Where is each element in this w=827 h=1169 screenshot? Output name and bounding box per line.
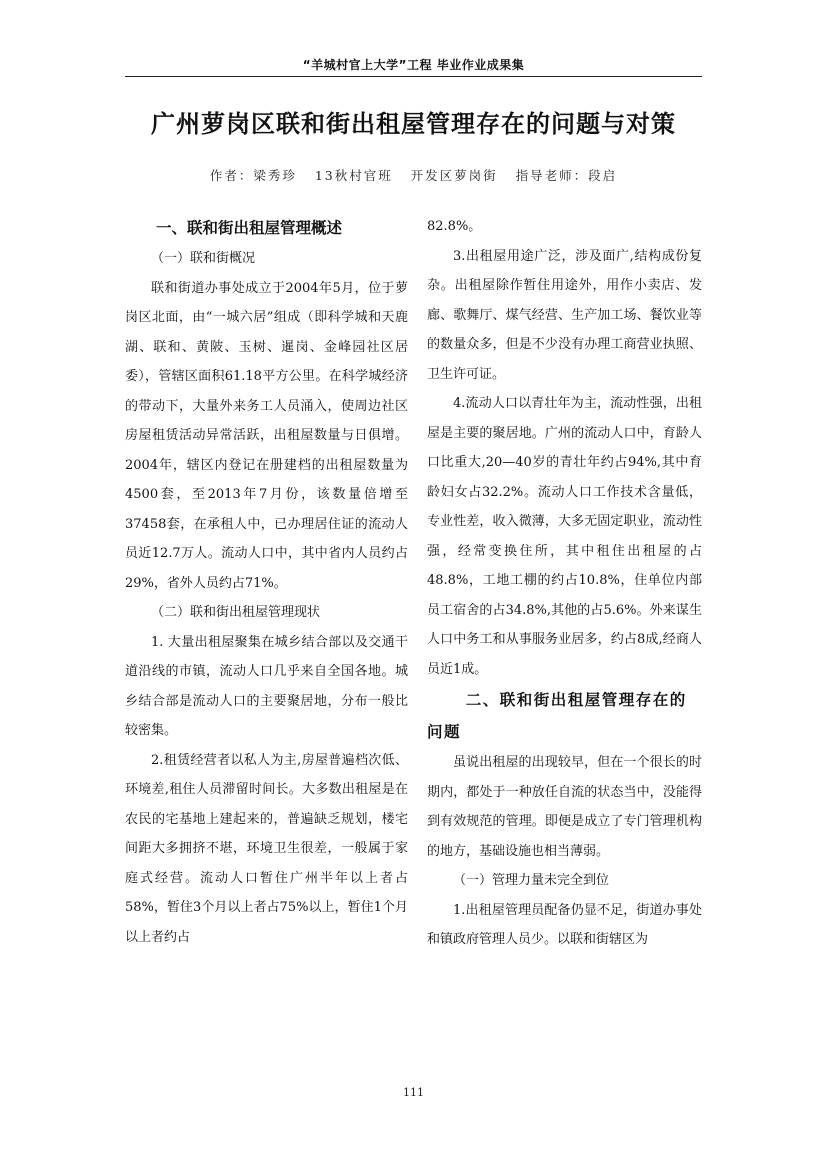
paragraph: 虽说出租屋的出现较早，但在一个很长的时期内，都处于一种放任自流的状态当中，没能得到有效规范的管理。即便是成立了专门管理机构的地方，基础设施也相当薄弱。 [427, 755, 702, 859]
article-title: 广州萝岗区联和街出租屋管理存在的问题与对策 [151, 110, 676, 138]
subsection-heading-2: （二）联和街出租屋管理现状 [151, 605, 321, 620]
paragraph: 2.租赁经营者以私人为主,房屋普遍档次低、环境差,租住人员滞留时间长。大多数出租屋是在农民的宅基地上建起来的，普遍缺乏规划，楼宅间距大多拥挤不堪，环境卫生很差，一般属于家庭式经营。流动人口暂住广州半年以上者占58%，暂住3个月以上者占75%以上，暂住1个月以上者约占 [125, 752, 408, 945]
paragraph-continuation: 82.8%。 [427, 219, 482, 234]
page-number: 111 [403, 1086, 424, 1099]
section-heading-2: 二、联和街出租屋管理存在的问题 [427, 691, 687, 741]
running-header: “羊城村官上大学”工程 毕业作业成果集 [302, 58, 525, 72]
header-rule [125, 76, 702, 77]
right-column [427, 212, 702, 955]
section-heading-1: 一、联和街出租屋管理概述 [156, 219, 343, 237]
paragraph: 3.出租屋用途广泛，涉及面广,结构成份复杂。出租屋除作暂住用途外，用作小卖店、发廊、歌舞厅、煤气经营、生产加工场、餐饮业等的数量众多，但是不少没有办理工商营业执照、卫生许可证。 [427, 248, 702, 382]
subsection-heading-3: （一）管理力量未完全到位 [453, 873, 610, 888]
subsection-heading-1: （一）联和街概况 [151, 251, 256, 266]
author-byline: 作者：梁秀珍 13秋村官班 开发区萝岗街 指导老师：段启 [209, 168, 618, 183]
paragraph: 1.出租屋管理员配备仍显不足，街道办事处和镇政府管理人员少。以联和街辖区为 [427, 902, 702, 947]
paragraph: 4.流动人口以青壮年为主，流动性强，出租屋是主要的聚居地。广州的流动人口中，育龄人口比重大,20—40岁的青壮年约占94%,其中育龄妇女占32.2%。流动人口工作技术含量低，专业性差，收入微薄，大多无固定职业，流动性强，经常变换住所，其中租住出租屋的占48.8%，工地工棚的约占10.8%，住单位内部员工宿舍的占34.8%,其他的占5.6%。外来谋生人口中务工和从事服务业居多，约占8成,经商人员近1成。 [427, 396, 702, 677]
paragraph: 联和街道办事处成立于2004年5月，位于萝岗区北面，由“一城六居”组成（即科学城和天鹿湖、联和、黄陂、玉树、暹岗、金峰园社区居委），管辖区面积61.18平方公里。在科学城经济的带动下，大量外来务工人员涌入，使周边社区房屋租赁活动异常活跃，出租屋数量与日俱增。2004年，辖区内登记在册建档的出租屋数量为4500套，至2013年7月份，该数量倍增至37458套，在承租人中，已办理居住证的流动人员近12.7万人。流动人口中，其中省内人员约占29%，省外人员约占71%。 [125, 280, 408, 591]
paragraph: 1. 大量出租屋聚集在城乡结合部以及交通干道沿线的市镇，流动人口几乎来自全国各地。城乡结合部是流动人口的主要聚居地，分布一般比较密集。 [125, 634, 408, 738]
left-column [125, 212, 408, 952]
